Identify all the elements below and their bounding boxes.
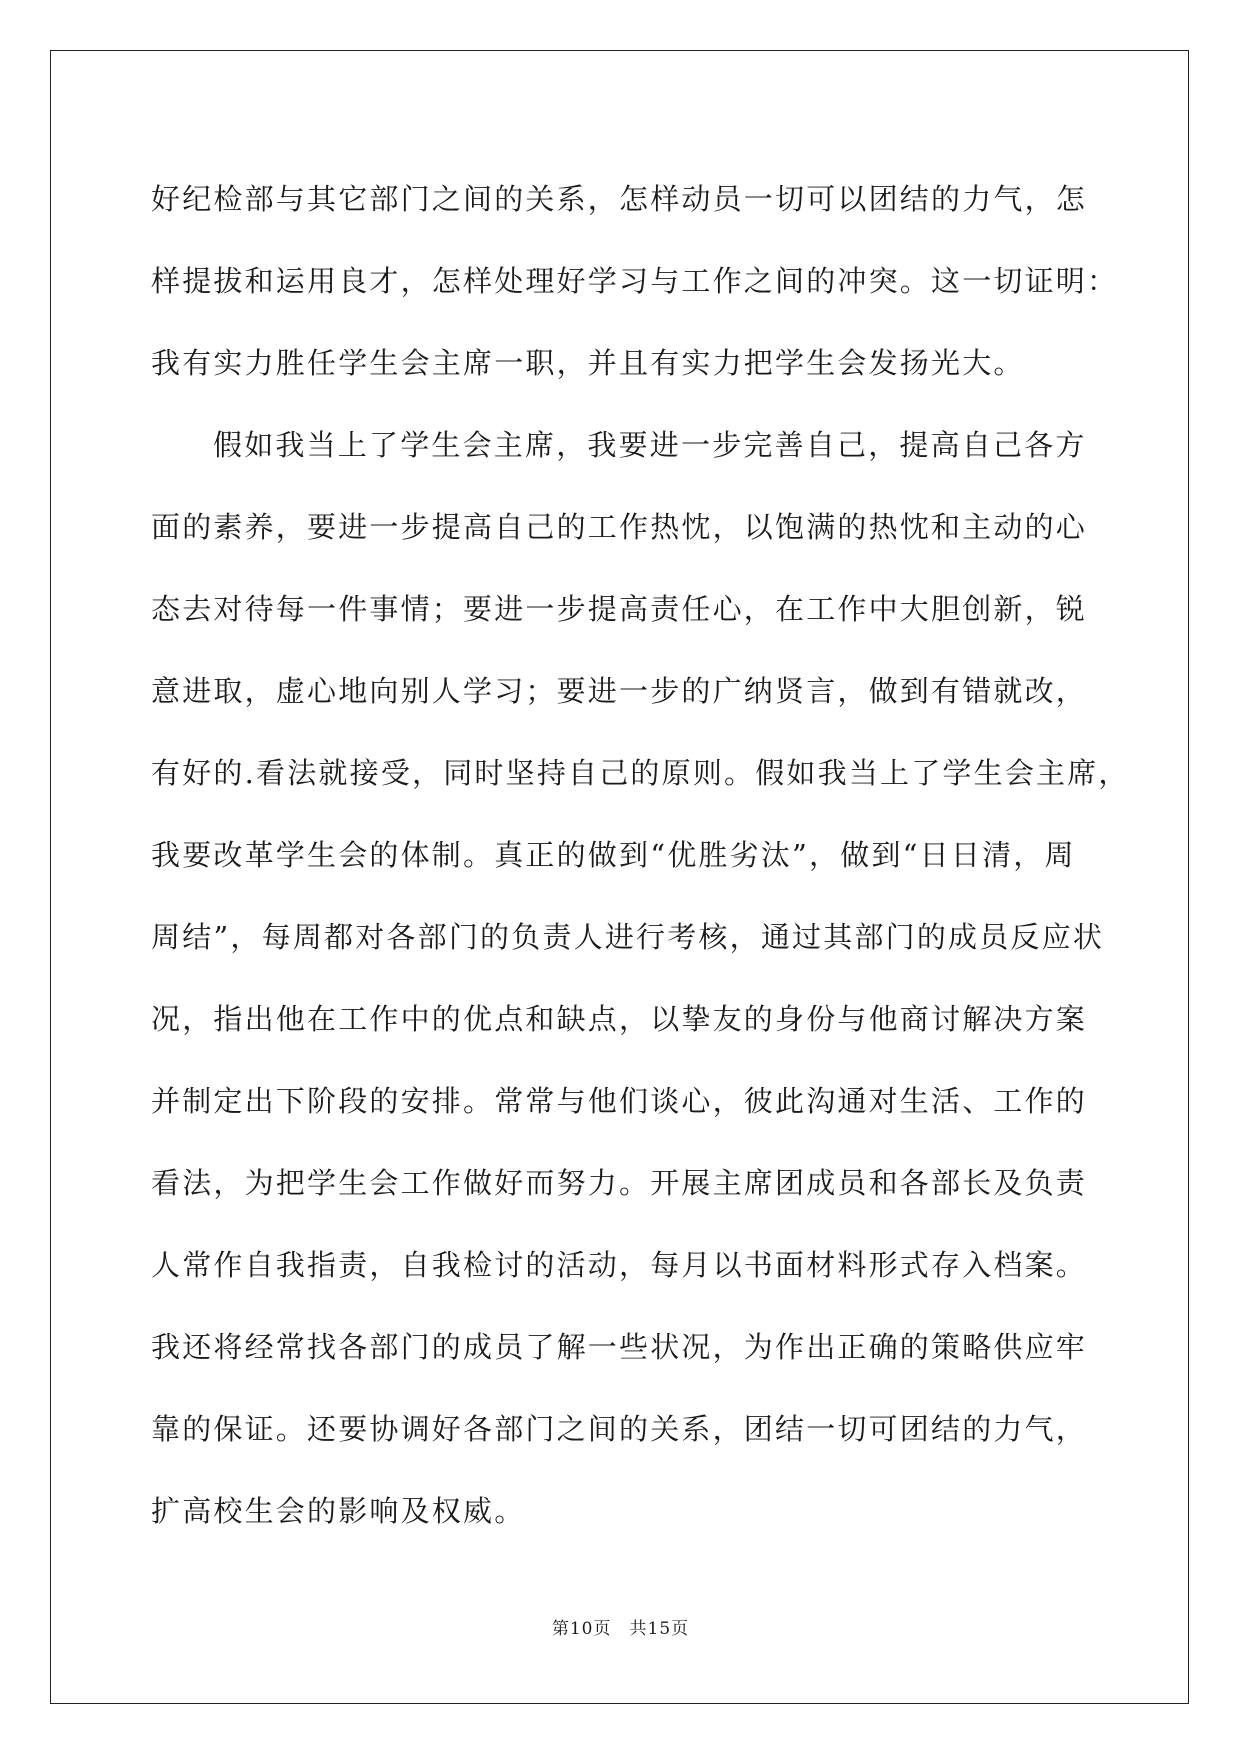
page-number: 第10页 (551, 1619, 612, 1639)
page-total: 共15页 (629, 1619, 690, 1639)
text-line: 并制定出下阶段的安排。常常与他们谈心，彼此沟通对生活、工作的 (151, 1084, 1088, 1118)
text-line: 看法，为把学生会工作做好而努力。开展主席团成员和各部长及负责 (151, 1166, 1088, 1200)
text-line: 我有实力胜任学生会主席一职，并且有实力把学生会发扬光大。 (151, 346, 1025, 380)
text-line: 样提拔和运用良才，怎样处理好学习与工作之间的冲突。这一切证明： (151, 264, 1119, 298)
text-line: 面的素养，要进一步提高自己的工作热忱，以饱满的热忱和主动的心 (151, 510, 1088, 544)
text-line: 我还将经常找各部门的成员了解一些状况，为作出正确的策略供应牢 (151, 1330, 1088, 1364)
text-line: 靠的保证。还要协调好各部门之间的关系，团结一切可团结的力气， (151, 1412, 1088, 1446)
page-footer (0, 1614, 1241, 1639)
text-line: 人常作自我指责，自我检讨的活动，每月以书面材料形式存入档案。 (151, 1248, 1088, 1282)
text-line: 好纪检部与其它部门之间的关系，怎样动员一切可以团结的力气，怎 (151, 182, 1088, 216)
text-line: 有好的.看法就接受，同时坚持自己的原则。假如我当上了学生会主席， (151, 756, 1130, 790)
paragraph-start-line: 假如我当上了学生会主席，我要进一步完善自己，提高自己各方 (213, 428, 1087, 462)
text-line: 周结”，每周都对各部门的负责人进行考核，通过其部门的成员反应状 (151, 920, 1105, 954)
text-line: 我要改革学生会的体制。真正的做到“优胜劣汰”，做到“日日清，周 (151, 838, 1076, 872)
text-line: 况，指出他在工作中的优点和缺点，以挚友的身份与他商讨解决方案 (151, 1002, 1088, 1036)
text-line: 扩高校生会的影响及权威。 (151, 1494, 526, 1528)
document-body (151, 158, 1130, 1552)
text-line: 态去对待每一件事情；要进一步提高责任心，在工作中大胆创新，锐 (151, 592, 1088, 626)
text-line: 意进取，虚心地向别人学习；要进一步的广纳贤言，做到有错就改， (151, 674, 1088, 708)
